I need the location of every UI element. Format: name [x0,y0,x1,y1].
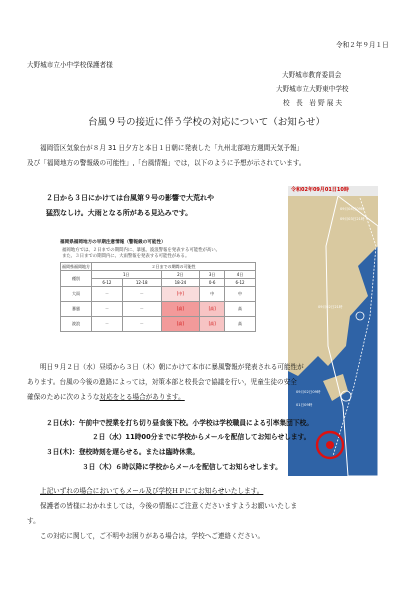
warning-panel-note-1: 福岡地方では、２日までの期間内に、暴風、波浪警報を発表する可能性が高い。 [62,248,221,253]
cell: － [122,302,161,317]
cell: [高] [200,302,225,317]
intro-line-1: 福岡管区気象台が８月 31 日夕方と本日１日朝に発表した「九州北部地方週間天気予報」 [40,144,304,152]
forecast-line-2: 猛烈なしけ。大雨となる所がある見込みです。 [46,209,193,217]
map-label-1: 09月04日09時 [340,207,365,211]
table-row [61,287,256,302]
cell: [高] [161,302,200,317]
announcement-line-3: 確保のために次のような対応をとる場合があります。 [27,393,185,401]
map-label-4: 09月02日09時 [296,390,321,394]
col-time: 18-24 [161,279,200,287]
closing-line-4: この対応に関して，ご不明やお困りがある場合は，学校へご連絡ください。 [40,532,265,540]
cell: － [92,317,123,332]
plan-day3: ３日(木)：登校時刻を遅らせる。または臨時休業。 [46,448,200,456]
warning-panel-note-2: また、３日までの期間内に、大雨警報を発表する可能性がある。 [62,254,190,259]
cell: 高 [225,302,256,317]
intro-line-2: 及び「福岡地方の警報級の可能性」,「台風情報」では，以下のように予想が示されています。 [27,159,306,167]
announcement-underline: 対応をとる場合があります。 [99,393,185,401]
plan-day2-mail: ２日（水）11時00分までに学校からメールを配信してお知らせします。 [92,433,311,441]
announcement-line-1: 明日９月２日（水）昼頃から３日（木）朝にかけて本市に暴風警報が発表される可能性が [40,363,304,371]
col-day: 4日 [225,271,256,279]
cell: － [122,287,161,302]
closing-line-1: 上記いずれの場合においてもメール及び学校ＨＰにてお知らせいたします。 [40,487,264,495]
col-day: 2日 [161,271,200,279]
sender-school: 大野城市立大野東中学校 [276,85,349,93]
warning-table [60,262,256,332]
plan-day3-mail: ３日（木）６時以降に学校からメールを配信してお知らせします。 [82,463,282,471]
forecast-line-1: ２日から３日にかけては台風第９号の影響で大荒れや [46,194,214,202]
document-title: 台風９号の接近に伴う学校の対応について（お知らせ） [88,117,326,128]
map-label-5: 01日09時 [296,403,313,407]
cell: 高 [225,317,256,332]
date: 令和２年９月１日 [336,41,389,49]
addressee: 大野城市立小中学校保護者様 [27,61,113,69]
plan-day2: ２日(水)：午前中で授業を打ち切り昼食後下校。小学校は学校職員による引率集団下校。 [46,419,313,427]
col-day: 1日 [92,271,162,279]
closing-line-2: 保護者の皆様におかれましては，今後の情報にご注意くださいますようお願いいたしま [40,502,298,510]
cell: [中] [161,287,200,302]
sender-org: 大野城市教育委員会 [282,71,342,79]
cell: [高] [200,317,225,332]
closing-line-3: す。 [27,517,40,525]
period-header: ２日までの期間の可能性 [92,263,256,271]
row-type: 大雨 [61,287,92,302]
map-label-2: 09月03日21時 [340,217,365,221]
cell: 中 [225,287,256,302]
map-label-3: 09月02日21時 [318,305,343,309]
cell: － [92,302,123,317]
col-time: 6-12 [225,279,256,287]
cell: － [92,287,123,302]
map-header: 令和02年09月01日10時 [291,187,349,193]
warning-panel-title: 福岡県福岡地方の早期注意情報（警報級の可能性） [60,240,166,245]
col-time: 0-6 [200,279,225,287]
announcement-line-2: あります。台風の今後の進路によっては，対策本部と校長会で協議を行い，児童生徒の安全 [27,378,297,386]
table-row [61,317,256,332]
sender-principal: 校 長 岩 野 展 夫 [283,99,343,107]
cell: － [122,317,161,332]
row-type: 波浪 [61,317,92,332]
col-time: 6-12 [92,279,123,287]
cell: [高] [161,317,200,332]
table-row [61,302,256,317]
row-type: 暴風 [61,302,92,317]
cell: 中 [200,287,225,302]
col-day: 3日 [200,271,225,279]
table-corner: 福岡県福岡地方 [62,263,90,269]
row-header: 種別 [61,271,92,287]
warning-panel [60,241,256,351]
col-time: 12-18 [122,279,161,287]
